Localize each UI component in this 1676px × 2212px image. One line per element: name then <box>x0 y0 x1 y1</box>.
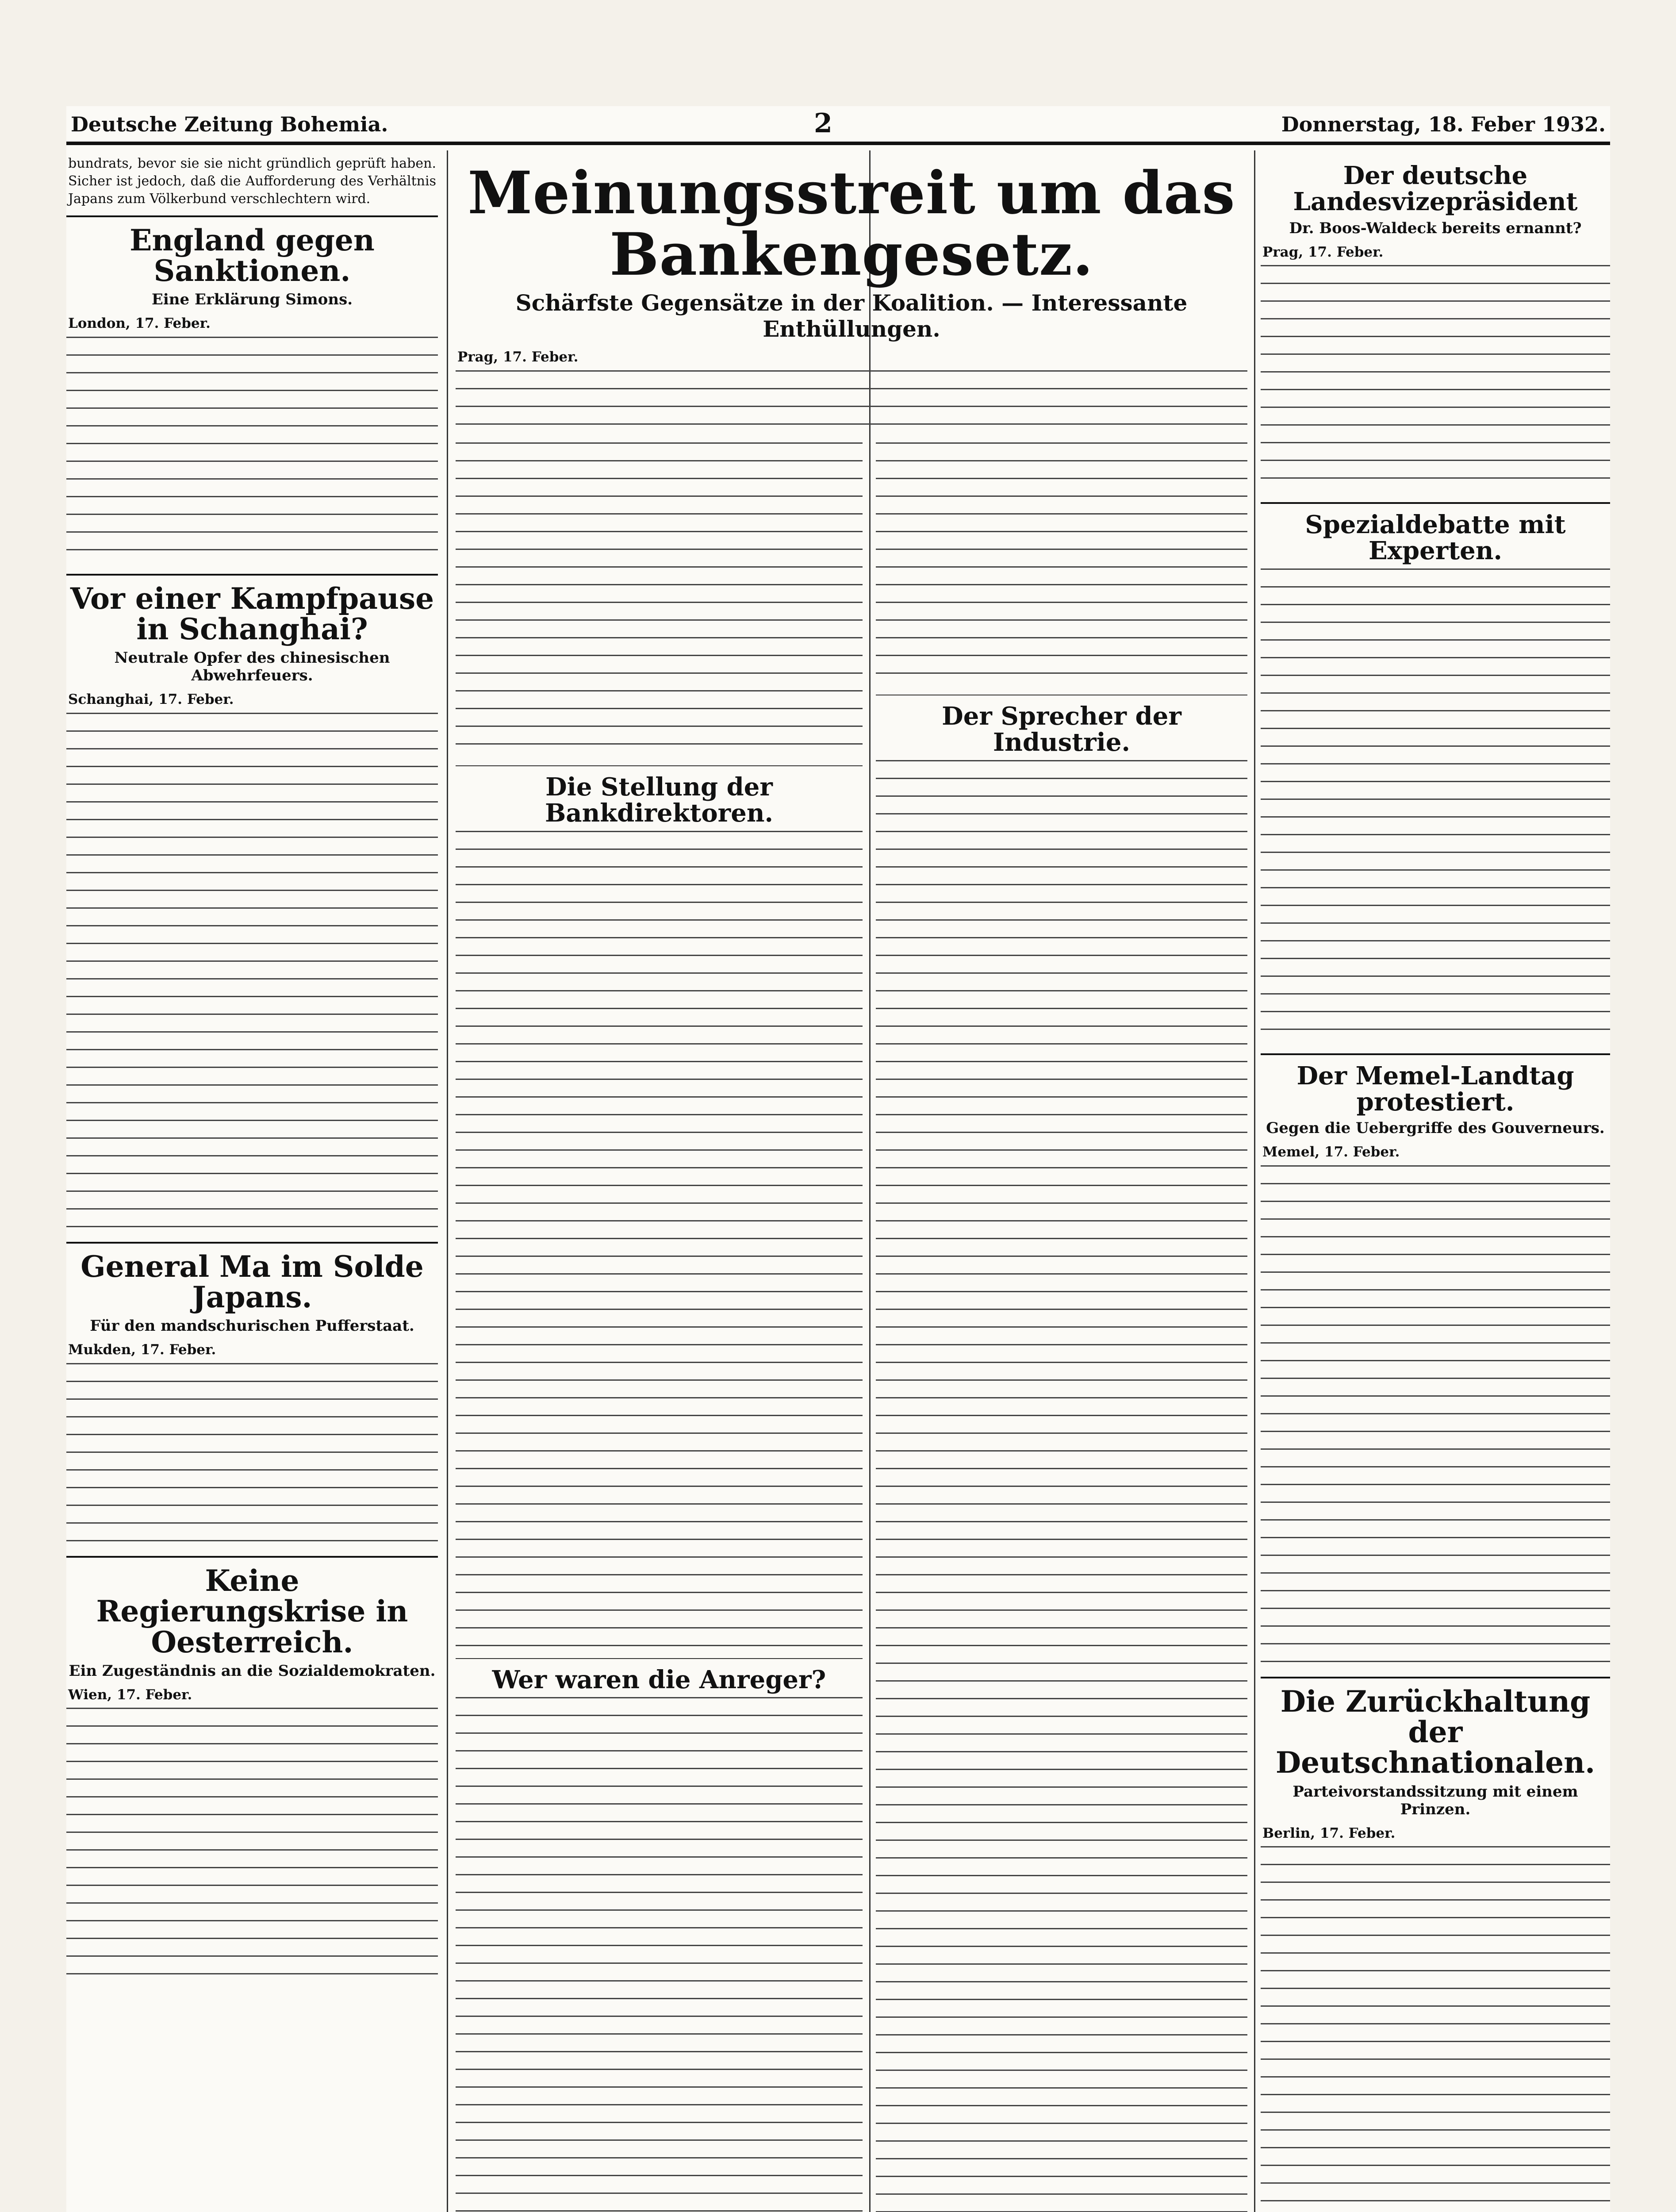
article-text-placeholder <box>66 713 438 1235</box>
divider <box>66 574 438 576</box>
article-dateline: Wien, 17. Feber. <box>68 1686 192 1703</box>
column-4 <box>1261 155 1610 2212</box>
article-text-placeholder <box>456 831 863 1654</box>
article-dateline: Berlin, 17. Feber. <box>1262 1825 1396 1841</box>
article-headline: General Ma im Solde Japans. <box>81 1249 424 1315</box>
divider <box>456 765 863 766</box>
divider <box>1261 1677 1610 1678</box>
article-subhead: Neutrale Opfer des chinesischen Abwehrfeuers. <box>114 649 390 685</box>
lead-story-header <box>456 155 1247 438</box>
article-text-placeholder <box>1261 265 1610 495</box>
article-headline: Der Memel-Landtag protestiert. <box>1296 1061 1574 1117</box>
divider <box>66 1556 438 1558</box>
article-dateline: Schanghai, 17. Feber. <box>68 691 234 708</box>
masthead <box>66 106 1610 145</box>
lead-subhead: Schärfste Gegensätze in der Koalition. — Interessante Enthüllungen. <box>515 290 1188 342</box>
column-1 <box>66 155 438 2212</box>
column-rule <box>447 150 448 2212</box>
article-text-placeholder <box>1261 1846 1610 2212</box>
column-3 <box>876 442 1247 2212</box>
article-dateline: Memel, 17. Feber. <box>1262 1144 1400 1160</box>
paper-name: Deutsche Zeitung Bohemia. <box>71 112 388 136</box>
divider <box>66 1242 438 1244</box>
article-dateline: Mukden, 17. Feber. <box>68 1342 216 1358</box>
article-headline: Vor einer Kampfpause in Schanghai? <box>70 581 434 646</box>
column-2 <box>456 442 863 2212</box>
article-headline: Der deutsche Landesvizepräsident <box>1293 161 1578 216</box>
article-subhead: Ein Zugeständnis an die Sozialdemokraten. <box>69 1662 436 1680</box>
article-headline: England gegen Sanktionen. <box>130 223 375 288</box>
divider <box>66 215 438 217</box>
lead-text-placeholder <box>456 370 1247 438</box>
article-dateline: London, 17. Feber. <box>68 315 211 332</box>
issue-date: Donnerstag, 18. Feber 1932. <box>1281 112 1606 136</box>
divider <box>1261 1053 1610 1055</box>
article-headline: Die Zurückhaltung der Deutschnationalen. <box>1275 1684 1595 1780</box>
article-subhead: Für den mandschurischen Pufferstaat. <box>90 1317 414 1335</box>
intro-paragraph: bundrats, bevor sie sie nicht gründlich geprüft haben. Sicher ist jedoch, daß die Aufforderung des Verhältnis Japans zum Völkerbund verschlechtern wird. <box>68 156 436 207</box>
article-text-placeholder <box>876 442 1247 690</box>
article-text-placeholder <box>1261 1165 1610 1670</box>
article-text-placeholder <box>456 1697 863 2212</box>
article-dateline: Prag, 17. Feber. <box>1262 244 1384 260</box>
article-subhead: Dr. Boos-Waldeck bereits ernannt? <box>1289 219 1582 237</box>
article-text-placeholder <box>66 1363 438 1549</box>
section-headline: Wer waren die Anreger? <box>492 1665 826 1694</box>
divider <box>1261 502 1610 504</box>
article-text-placeholder <box>66 337 438 567</box>
article-text-placeholder <box>66 1708 438 1982</box>
article-subhead: Gegen die Uebergriffe des Gouverneurs. <box>1266 1119 1605 1137</box>
section-headline: Der Sprecher der Industrie. <box>942 702 1181 757</box>
lead-headline: Meinungsstreit um das Bankengesetz. <box>468 159 1235 289</box>
article-subhead: Eine Erklärung Simons. <box>151 291 353 309</box>
section-headline: Die Stellung der Bankdirektoren. <box>545 772 774 828</box>
lead-dateline: Prag, 17. Feber. <box>457 349 579 365</box>
column-rule <box>869 150 871 2212</box>
article-text-placeholder <box>876 760 1247 2212</box>
newspaper-page <box>66 106 1610 2212</box>
article-headline: Keine Regierungskrise in Oesterreich. <box>96 1563 408 1659</box>
page-number: 2 <box>814 108 832 139</box>
article-headline: Spezialdebatte mit Experten. <box>1305 510 1566 565</box>
article-text-placeholder <box>456 442 863 761</box>
divider <box>456 1658 863 1659</box>
article-subhead: Parteivorstandssitzung mit einem Prinzen. <box>1292 1782 1578 1818</box>
column-rule <box>1254 150 1255 2212</box>
article-text-placeholder <box>1261 568 1610 1046</box>
